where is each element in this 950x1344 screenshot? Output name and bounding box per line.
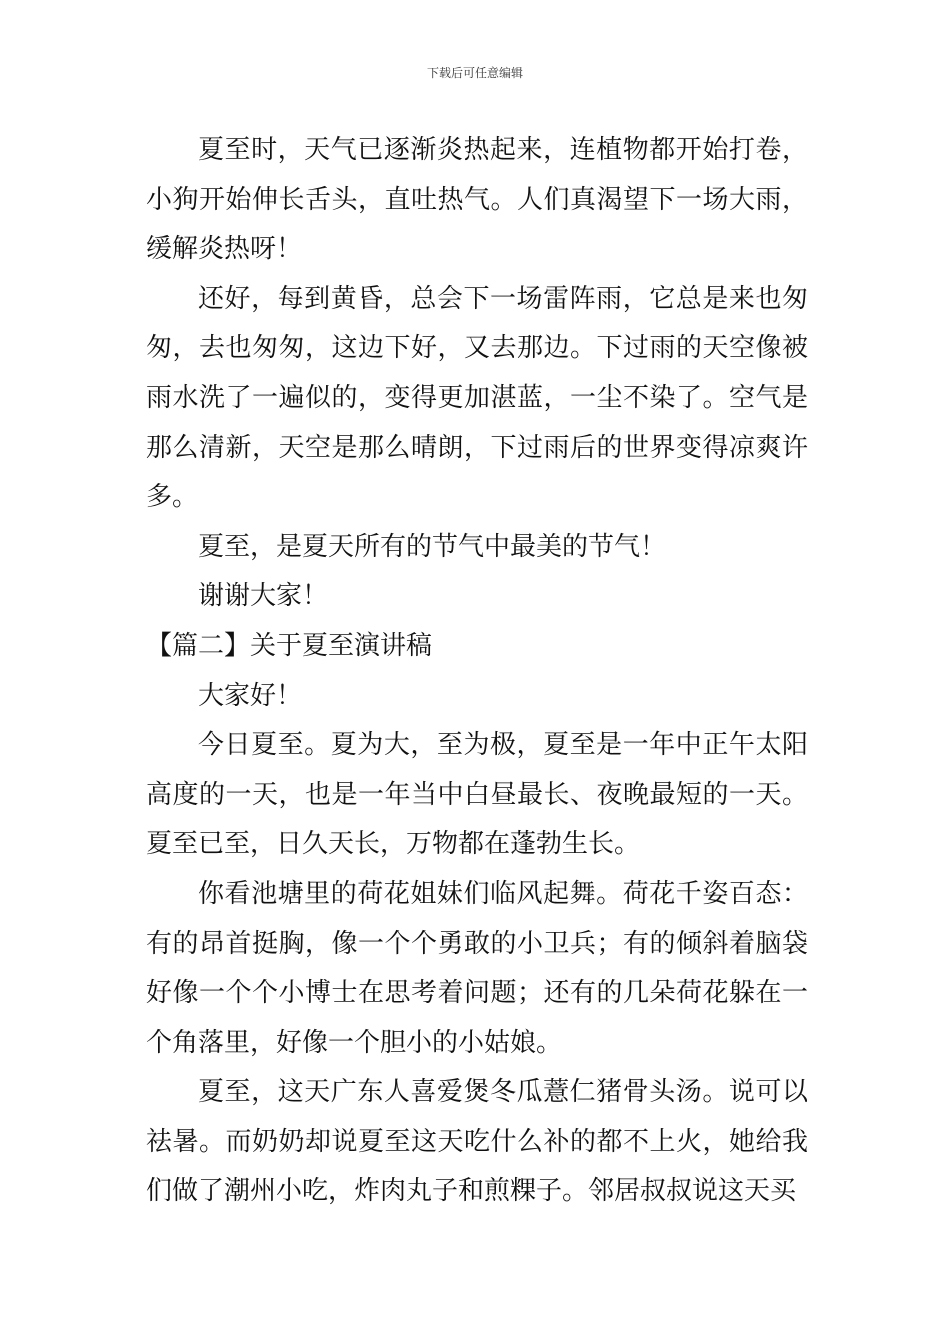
paragraph: 夏至，这天广东人喜爱煲冬瓜薏仁猪骨头汤。说可以祛暑。而奶奶却说夏至这天吃什么补的都不上火，她给我们做了潮州小吃，炸肉丸子和煎粿子。邻居叔叔说这天买 [146, 1077, 808, 1207]
section-heading: 【篇二】关于夏至演讲稿 [146, 630, 433, 661]
document-body [146, 126, 808, 1217]
paragraph: 你看池塘里的荷花姐妹们临风起舞。荷花千姿百态：有的昂首挺胸，像一个个勇敢的小卫兵；有的倾斜着脑袋好像一个个小博士在思考着问题；还有的几朵荷花躲在一个角落里，好像一个胆小的小姑娘。 [146, 878, 808, 1058]
paragraph: 谢谢大家！ [198, 581, 329, 612]
paragraph: 夏至时，天气已逐渐炎热起来，连植物都开始打卷，小狗开始伸长舌头，直吐热气。人们真渴望下一场大雨，缓解炎热呀！ [146, 135, 808, 265]
paragraph: 今日夏至。夏为大，至为极，夏至是一年中正午太阳高度的一天，也是一年当中白昼最长、夜晚最短的一天。夏至已至，日久天长，万物都在蓬勃生长。 [146, 730, 808, 860]
paragraph: 夏至，是夏天所有的节气中最美的节气！ [198, 531, 667, 562]
paragraph: 还好，每到黄昏，总会下一场雷阵雨，它总是来也匆匆，去也匆匆，这边下好，又去那边。下过雨的天空像被雨水洗了一遍似的，变得更加湛蓝，一尘不染了。空气是那么清新，天空是那么晴朗，下过雨后的世界变得凉爽许多。 [146, 283, 808, 513]
paragraph: 大家好！ [198, 680, 303, 711]
page-header: 下载后可任意编辑 [426, 66, 523, 80]
